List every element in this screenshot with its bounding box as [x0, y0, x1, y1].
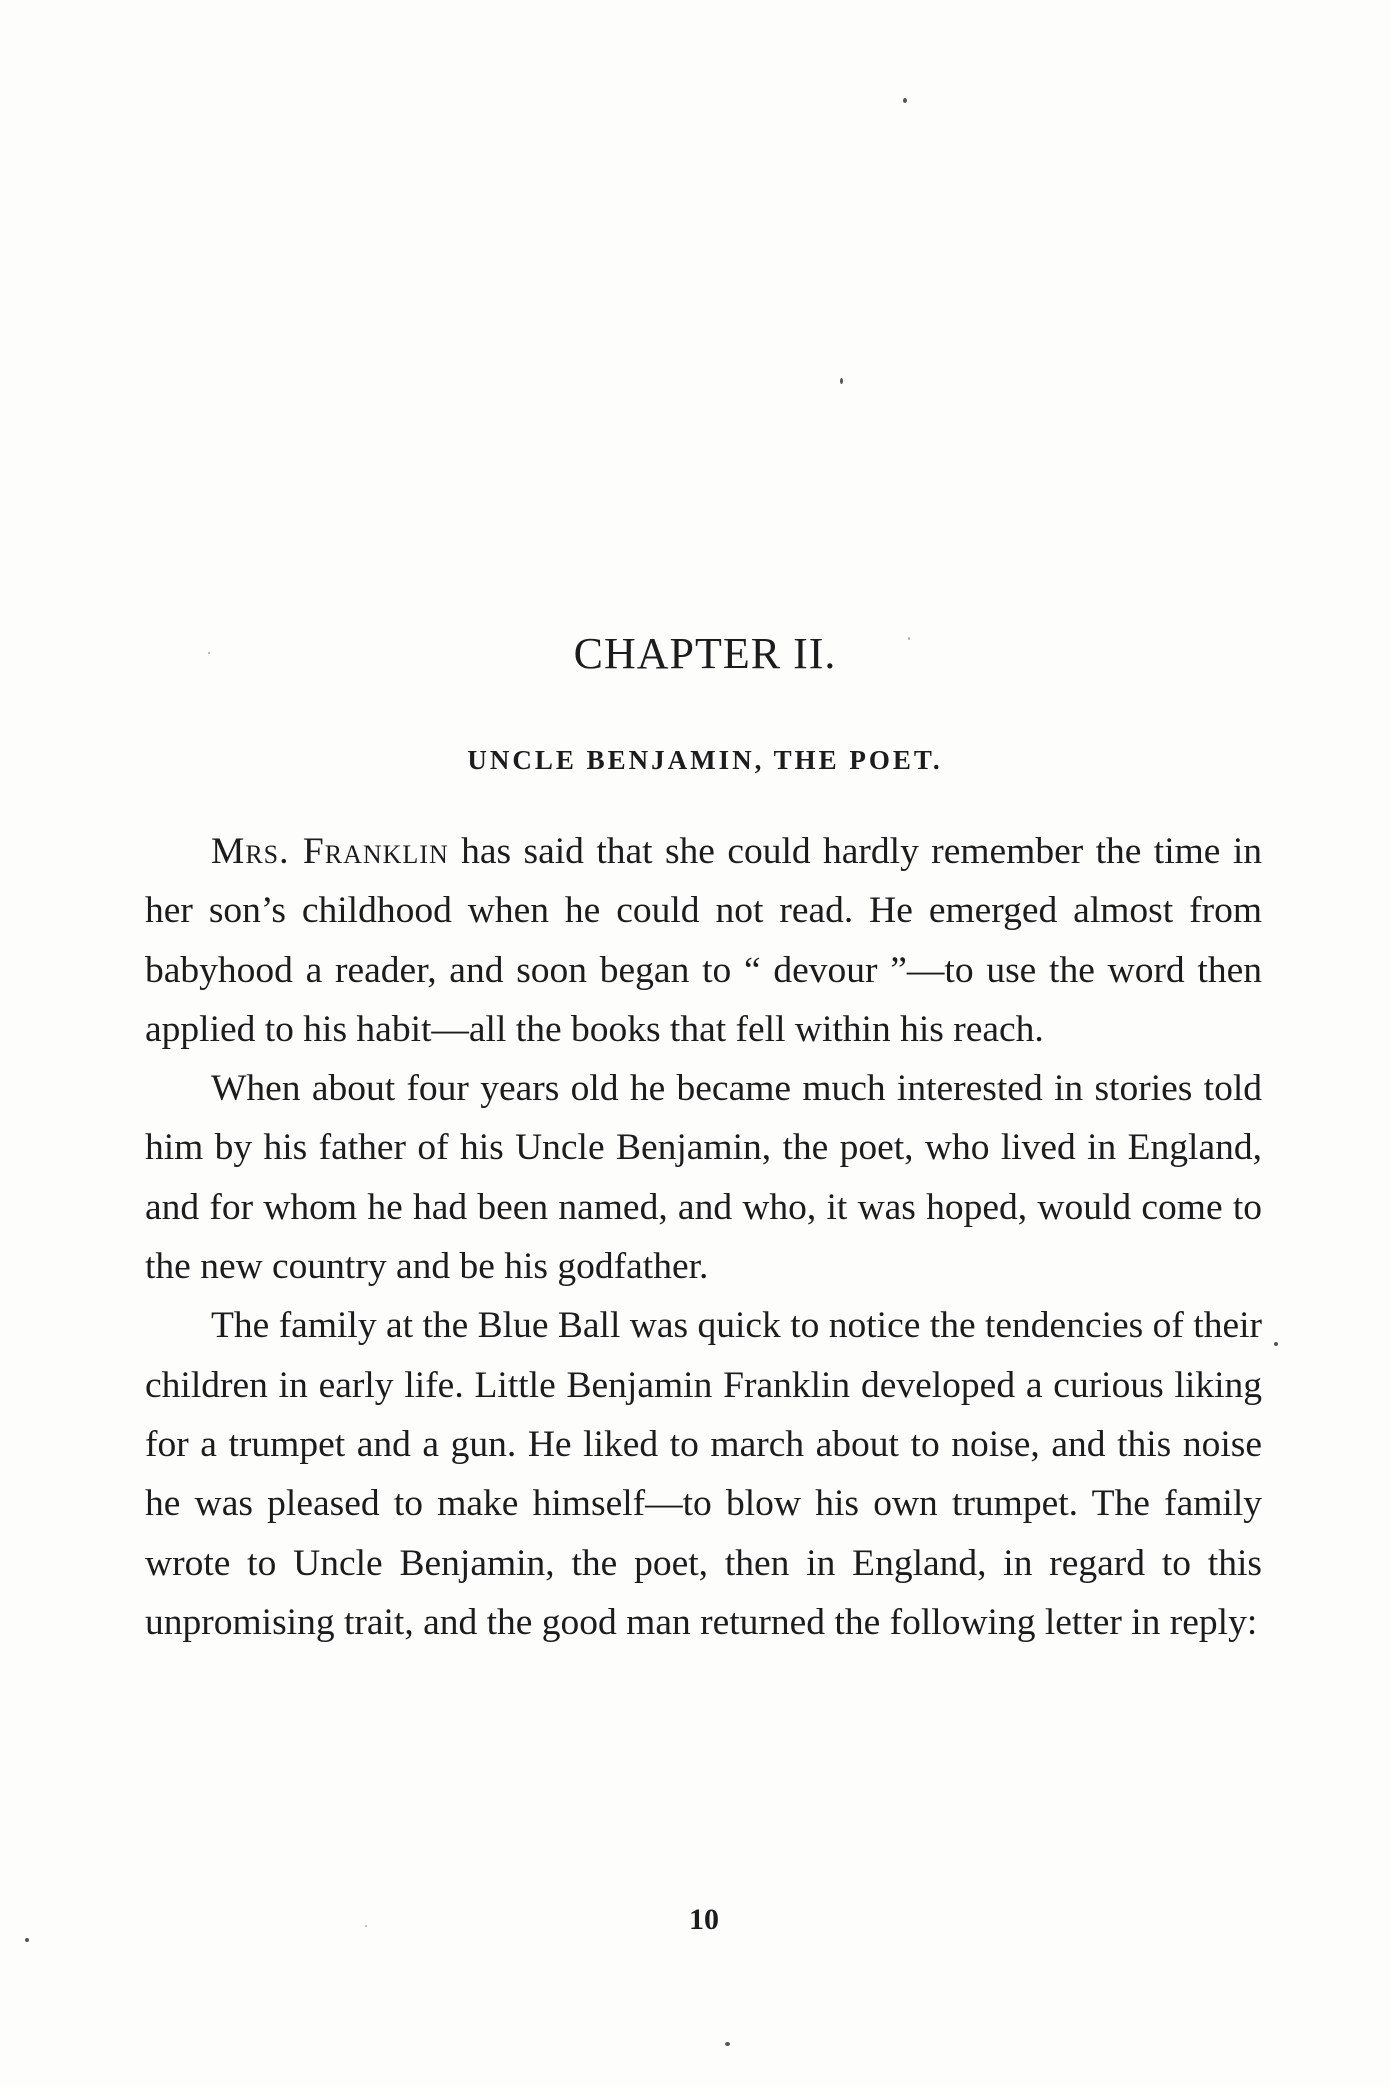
- paragraph-3: [145, 1296, 1262, 1652]
- paragraph-1: [145, 822, 1262, 1059]
- paragraph-text: When about four years old he became much interested in stories told him by his father of his Uncle Benjamin, the poet, who lived in England, and for whom he had been named, and who, it was hoped, would come to the new country and be his godfather.: [145, 1068, 1262, 1288]
- body-text: [145, 822, 1262, 1652]
- chapter-title: CHAPTER II.: [573, 629, 837, 678]
- scan-speck: [208, 652, 210, 654]
- scan-speck: [725, 2042, 730, 2046]
- chapter-subtitle: UNCLE BENJAMIN, THE POET.: [467, 745, 943, 775]
- paragraph-lead: Mrs. Franklin: [211, 831, 449, 872]
- scan-speck: [840, 378, 843, 384]
- scan-speck: [365, 1925, 367, 1927]
- scan-speck: [903, 98, 907, 103]
- scan-speck: [25, 1938, 29, 1942]
- paragraph-text: has said that she could hardly remember the time in her son’s childhood when he could not read. He emerged almost from babyhood a reader, and soon began to “ devour ”—to use the word then applied to his habit—all the books that fell within his reach.: [145, 831, 1262, 1050]
- paragraph-text: The family at the Blue Ball was quick to notice the tendencies of their children in early life. Little Benjamin Franklin developed a curious liking for a trumpet and a gun. He liked to march about to noise, and this noise he was pleased to make himself—to blow his own trumpet. The family wrote to Uncle Benjamin, the poet, then in England, in regard to this unpromising trait, and the good man returned the following letter in reply:: [145, 1305, 1262, 1643]
- paragraph-2: [145, 1059, 1262, 1296]
- scan-speck: [908, 637, 910, 640]
- scan-speck: [1274, 1342, 1278, 1346]
- page-number: 10: [689, 1903, 719, 1936]
